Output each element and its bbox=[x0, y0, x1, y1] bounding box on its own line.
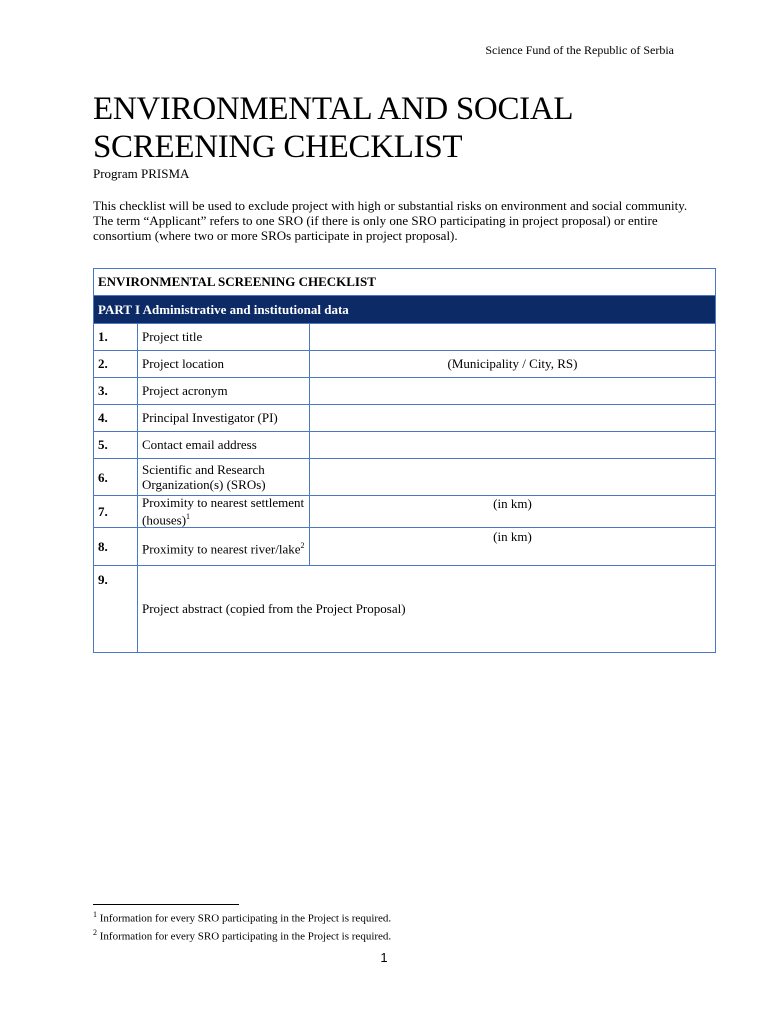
footnote-divider bbox=[93, 904, 239, 905]
footnote-ref: 1 bbox=[186, 512, 191, 521]
footnotes bbox=[93, 908, 391, 943]
project-title-field[interactable] bbox=[310, 324, 716, 351]
project-abstract-field[interactable]: Project abstract (copied from the Project Proposal) bbox=[138, 566, 716, 653]
intro-paragraph-2: The term “Applicant” refers to one SRO (if there is only one SRO participating in project proposal) or entire consortium (where two or more SROs participate in project proposal). bbox=[93, 213, 658, 243]
principal-investigator-field[interactable] bbox=[310, 405, 716, 432]
row-label bbox=[138, 496, 310, 528]
project-acronym-field[interactable] bbox=[310, 378, 716, 405]
settlement-proximity-field[interactable]: (in km) bbox=[310, 496, 716, 528]
table-row bbox=[94, 351, 716, 378]
footnote bbox=[93, 926, 391, 944]
footnote-text: Information for every SRO participating in the Project is required. bbox=[99, 930, 392, 943]
footnote-ref: 2 bbox=[300, 540, 305, 550]
table-row bbox=[94, 496, 716, 528]
row-number: 1. bbox=[94, 324, 138, 351]
project-location-field[interactable]: (Municipality / City, RS) bbox=[310, 351, 716, 378]
sros-field[interactable] bbox=[310, 459, 716, 496]
section-header: ENVIRONMENTAL SCREENING CHECKLIST bbox=[94, 269, 716, 296]
footnote-text: Information for every SRO participating in the Project is required. bbox=[99, 912, 392, 925]
screening-checklist-table bbox=[93, 268, 716, 653]
table-row bbox=[94, 459, 716, 496]
row-number: 6. bbox=[94, 459, 138, 496]
row-label: Project location bbox=[138, 351, 310, 378]
table-row bbox=[94, 405, 716, 432]
row-number: 7. bbox=[94, 496, 138, 528]
row-number: 5. bbox=[94, 432, 138, 459]
intro-paragraph-1: This checklist will be used to exclude project with high or substantial risks on environment and social community. bbox=[93, 198, 688, 213]
row-number: 8. bbox=[94, 528, 138, 566]
footnote-mark: 2 bbox=[93, 927, 97, 937]
table-row bbox=[94, 324, 716, 351]
river-proximity-field[interactable]: (in km) bbox=[310, 528, 716, 566]
row-label: Project title bbox=[138, 324, 310, 351]
table-row bbox=[94, 378, 716, 405]
row-label-text: Proximity to nearest river/lake bbox=[142, 540, 301, 556]
row-number: 2. bbox=[94, 351, 138, 378]
footnote bbox=[93, 908, 391, 926]
table-row bbox=[94, 432, 716, 459]
row-label: Project acronym bbox=[138, 378, 310, 405]
row-number: 3. bbox=[94, 378, 138, 405]
row-label bbox=[138, 528, 310, 566]
intro-text bbox=[93, 198, 693, 243]
table-row bbox=[94, 566, 716, 653]
page-title: ENVIRONMENTAL AND SOCIAL SCREENING CHECKLIST bbox=[93, 91, 573, 165]
footnote-mark: 1 bbox=[93, 910, 97, 919]
row-label: Scientific and Research Organization(s) (SROs) bbox=[138, 459, 310, 496]
program-name: Program PRISMA bbox=[93, 166, 190, 181]
row-label: Contact email address bbox=[138, 432, 310, 459]
part-header-row bbox=[94, 296, 716, 324]
row-label-text: Proximity to nearest settlement (houses) bbox=[142, 495, 305, 528]
section-header-row bbox=[94, 269, 716, 296]
table-row bbox=[94, 528, 716, 566]
part-header: PART I Administrative and institutional data bbox=[94, 296, 716, 324]
header-org: Science Fund of the Republic of Serbia bbox=[485, 43, 674, 57]
contact-email-field[interactable] bbox=[310, 432, 716, 459]
row-label: Principal Investigator (PI) bbox=[138, 405, 310, 432]
row-number: 9. bbox=[94, 566, 138, 653]
page-number: 1 bbox=[380, 950, 388, 965]
row-number: 4. bbox=[94, 405, 138, 432]
